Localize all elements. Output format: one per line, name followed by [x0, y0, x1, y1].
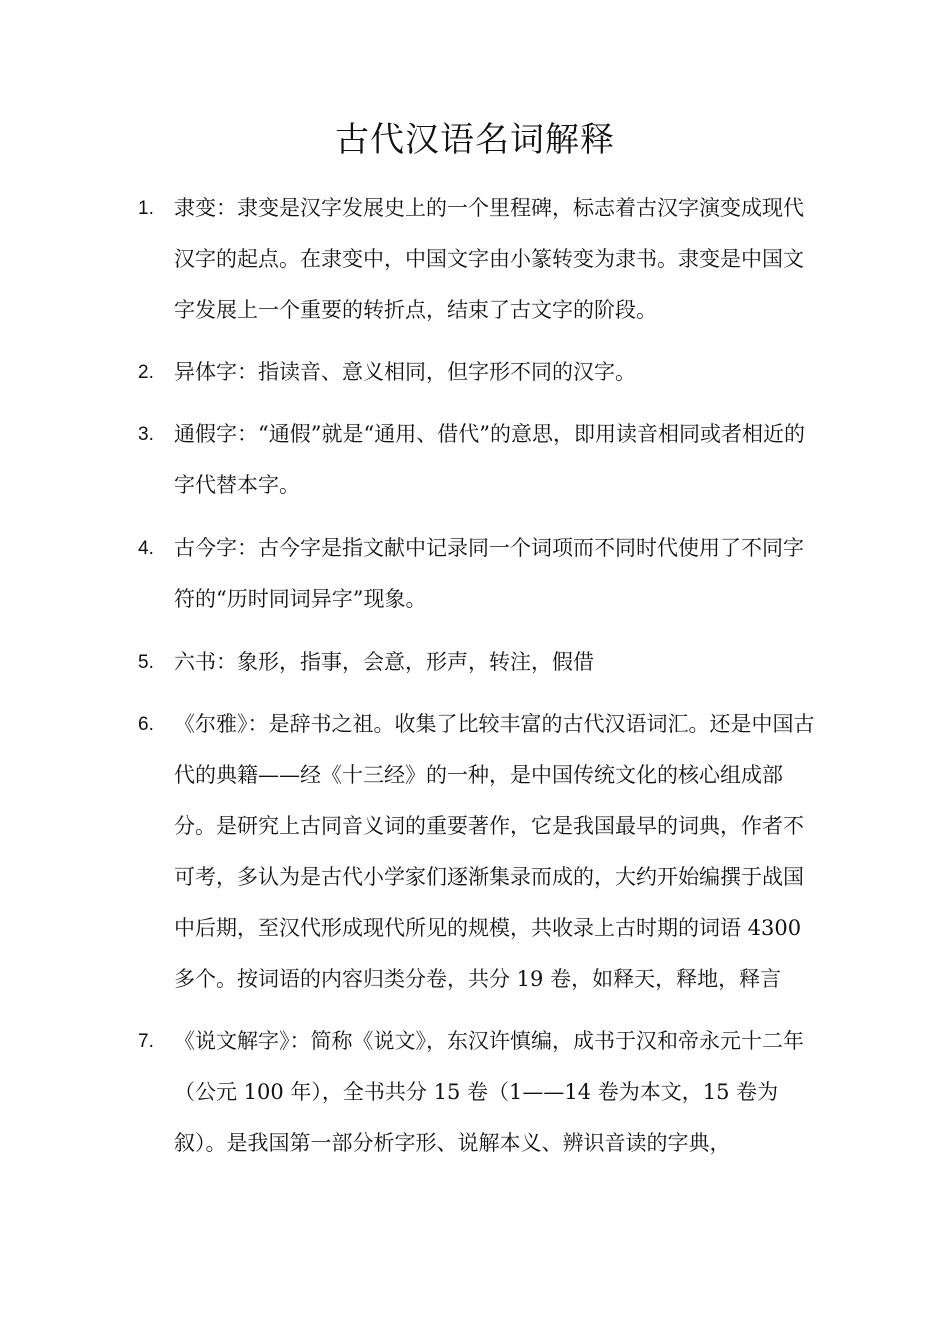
term-item-3	[138, 409, 818, 511]
item-number: 4.	[138, 538, 154, 559]
item-number: 5.	[138, 652, 154, 673]
term-list	[138, 183, 818, 1169]
term-item-5	[138, 637, 818, 688]
item-text: 六书：象形，指事，会意，形声，转注，假借	[174, 650, 594, 674]
item-text: 《尔雅》：是辞书之祖。收集了比较丰富的古代汉语词汇。还是中国古代的典籍——经《十三经》的一种，是中国传统文化的核心组成部分。是研究上古同音义词的重要著作，它是我国最早的词典，作者不可考，多认为是古代小学家们逐渐集录而成的，大约开始编撰于战国中后期，至汉代形成现代所见的规模，共收录上古时期的词语 4300 多个。按词语的内容归类分卷，共分 19 卷，如释天，释地，释言	[174, 712, 815, 991]
item-number: 6.	[138, 714, 154, 735]
item-text: 隶变：隶变是汉字发展史上的一个里程碑，标志着古汉字演变成现代汉字的起点。在隶变中，中国文字由小篆转变为隶书。隶变是中国文字发展上一个重要的转折点，结束了古文字的阶段。	[174, 196, 804, 322]
item-number: 1.	[138, 198, 154, 219]
term-item-7	[138, 1016, 818, 1169]
term-item-4	[138, 523, 818, 625]
item-number: 2.	[138, 362, 154, 383]
item-number: 7.	[138, 1031, 154, 1052]
item-number: 3.	[138, 424, 154, 445]
term-item-6	[138, 699, 818, 1005]
item-text: 异体字：指读音、意义相同，但字形不同的汉字。	[174, 360, 636, 384]
term-item-2	[138, 347, 818, 398]
term-item-1	[138, 183, 818, 336]
document-title: 古代汉语名词解释	[335, 120, 615, 160]
item-text: 古今字：古今字是指文献中记录同一个词项而不同时代使用了不同字符的“历时同词异字”现象。	[174, 536, 804, 611]
item-text: 《说文解字》：简称《说文》，东汉许慎编，成书于汉和帝永元十二年（公元 100 年），全书共分 15 卷（1——14 卷为本文，15 卷为叙）。是我国第一部分析字形、说解本义、辨识音读的字典，	[174, 1029, 804, 1155]
item-text: 通假字：“通假”就是“通用、借代”的意思，即用读音相同或者相近的字代替本字。	[174, 422, 805, 497]
